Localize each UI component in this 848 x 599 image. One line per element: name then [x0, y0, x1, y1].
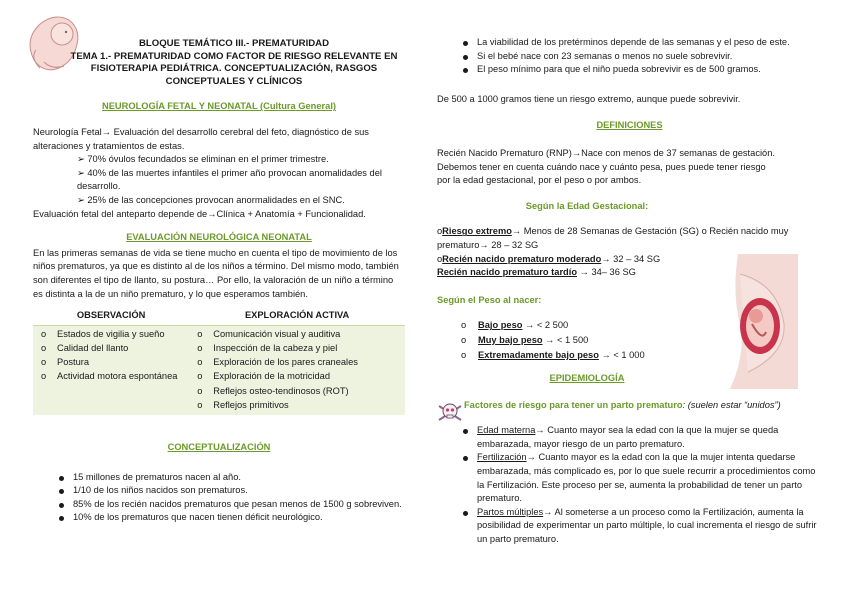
- peso-item: o Extremadamente bajo peso → < 1 000: [437, 348, 822, 363]
- peso-label: Bajo peso: [478, 320, 523, 331]
- exploracion-item: o Comunicación visual y auditiva: [189, 327, 405, 341]
- concept-item: 85% de los recién nacidos prematuros que pesan menos de 1500 g sobreviven.: [33, 498, 405, 512]
- factor-label: Fertilización: [477, 452, 527, 463]
- edad-label-3: Recién nacido prematuro tardío: [437, 267, 577, 278]
- edad-label-2: Recién nacido prematuro moderado: [442, 253, 602, 264]
- edad-text-2: → 32 – 34 SG: [601, 253, 661, 264]
- concept-list: [33, 471, 405, 525]
- title-line-3: FISIOTERAPIA PEDIÁTRICA. CONCEPTUALIZACIÓN, RASGOS: [90, 63, 378, 75]
- definiciones-heading: DEFINICIONES: [596, 120, 663, 131]
- neuro-list: [33, 153, 405, 207]
- observacion-cell: [33, 325, 189, 415]
- definiciones-body: Recién Nacido Prematuro (RNP)→Nace con menos de 37 semanas de gestación. Debemos tener en cuenta cuándo nace y cuánto pesa, pues puede tener riesgo por la edad gestacional, por el peso o por ambos.: [437, 147, 775, 186]
- epidemio-heading: EPIDEMIOLOGÍA: [549, 373, 625, 384]
- factor-item: Edad materna→ Cuanto mayor sea la edad con la que la mujer se queda embarazada, mayor riesgo de un parto prematuro.: [437, 424, 822, 451]
- observacion-header: OBSERVACIÓN: [33, 307, 189, 325]
- factores-label: Factores de riesgo para tener un parto prematuro: [464, 399, 683, 410]
- neuro-item: ➢ 40% de las muertes infantiles el primer año provocan anomalidades del desarrollo.: [77, 167, 382, 192]
- factores-list: [437, 424, 822, 546]
- neuro-heading: NEUROLOGÍA FETAL Y NEONATAL (Cultura General): [102, 101, 336, 112]
- viability-item: La viabilidad de los pretérminos depende de las semanas y el peso de este.: [437, 36, 822, 50]
- edad-text-1: → Menos de 28 Semanas de Gestación (SG) o Recién nacido muy prematuro→ 28 – 32 SG: [437, 226, 789, 250]
- viability-item: Si el bebé nace con 23 semanas o menos no suele sobrevivir.: [437, 50, 822, 64]
- neuro-item: ➢ 70% óvulos fecundados se eliminan en el primer trimestre.: [77, 154, 329, 165]
- factores-line: [437, 399, 822, 413]
- skull-icon: [436, 400, 464, 426]
- edad-label-1: Riesgo extremo: [442, 226, 512, 237]
- edad-block: oRiesgo extremo→ Menos de 28 Semanas de Gestación (SG) o Recién nacido muy prematuro→ 28 – 32 SG oRecién nacido prematuro moderado→ 32 – 34 SG Recién nacido prematuro tardío → 34– 36 SG: [437, 226, 789, 278]
- exploracion-header: EXPLORACIÓN ACTIVA: [189, 307, 405, 325]
- neuro-closing: Evaluación fetal del anteparto depende de→Clínica + Anatomía + Funcionalidad.: [33, 208, 366, 219]
- factor-item: Fertilización→ Cuanto mayor es la edad con la que la mujer intenta quedarse embarazada, más complicado es, por lo que suele recurrir a procedimientos como la Fertilización. Este proceso per se, aumenta la probabilidad de tener un parto prematuro.: [437, 451, 822, 505]
- exploracion-item: o Exploración de los pares craneales: [189, 355, 405, 369]
- left-column: [33, 0, 405, 525]
- observacion-item: o Calidad del llanto: [33, 341, 189, 355]
- factor-label: Partos múltiples: [477, 506, 544, 517]
- neuro-intro: Neurología Fetal→ Evaluación del desarrollo cerebral del feto, diagnóstico de sus alteraciones y tratamientos de estas.: [33, 126, 369, 151]
- exploracion-item: o Reflejos osteo-tendinosos (ROT): [189, 384, 405, 398]
- viability-note: De 500 a 1000 gramos tiene un riesgo extremo, aunque puede sobrevivir.: [437, 93, 741, 104]
- factor-label: Edad materna: [477, 425, 536, 436]
- concept-item: 10% de los prematuros que nacen tienen déficit neurológico.: [33, 511, 405, 525]
- edad-text-3: → 34– 36 SG: [577, 267, 636, 278]
- eval-body: En las primeras semanas de vida se tiene mucho en cuenta el tipo de movimiento de los niños prematuros, ya que es distinto al de los niños a término. Del mismo modo, también son diferentes el tipo de llanto, su postura… Por ello, la valoración de un niño a término es distinta a la de un niño prematuro, y lo que esperamos también.: [33, 247, 399, 299]
- concept-item: 1/10 de los niños nacidos son prematuros.: [33, 484, 405, 498]
- peso-item: o Muy bajo peso → < 1 500: [437, 333, 822, 348]
- viability-list: [437, 36, 822, 77]
- pregnancy-illustration: [718, 254, 798, 389]
- title-line-1: BLOQUE TEMÁTICO III.- PREMATURIDAD: [138, 38, 330, 49]
- peso-label: Extremadamente bajo peso: [478, 349, 599, 360]
- exploracion-cell: [189, 325, 405, 415]
- neuro-item: ➢ 25% de las concepciones provocan anormalidades en el SNC.: [77, 194, 345, 205]
- eval-heading: EVALUACIÓN NEUROLÓGICA NEONATAL: [126, 232, 312, 243]
- observacion-item: o Postura: [33, 355, 189, 369]
- title-line-4: CONCEPTUALES Y CLÍNICOS: [165, 75, 303, 87]
- exploracion-item: o Reflejos primitivos: [189, 398, 405, 412]
- peso-item: o Bajo peso → < 2 500: [437, 318, 822, 333]
- viability-item: El peso mínimo para que el niño pueda sobrevivir es de 500 gramos.: [437, 63, 822, 77]
- title-line-2: TEMA 1.- PREMATURIDAD COMO FACTOR DE RIESGO RELEVANTE EN: [70, 50, 398, 62]
- edad-heading: Según la Edad Gestacional:: [525, 200, 649, 211]
- peso-label: Muy bajo peso: [478, 334, 543, 345]
- exploracion-item: o Exploración de la motricidad: [189, 369, 405, 383]
- concept-item: 15 millones de prematuros nacen al año.: [33, 471, 405, 485]
- factor-item: Partos múltiples→ Al someterse a un proceso como la Fertilización, aumenta la posibilidad de experimentar un parto múltiple, lo cual incrementa el riesgo de sufrir un parto prematuro.: [437, 506, 822, 547]
- observation-table: [33, 307, 405, 415]
- factores-note: : (suelen estar “unidos”): [682, 399, 781, 410]
- observacion-item: o Actividad motora espontánea: [33, 369, 189, 383]
- concept-heading: CONCEPTUALIZACIÓN: [167, 441, 271, 452]
- observacion-item: o Estados de vigilia y sueño: [33, 327, 189, 341]
- peso-heading: Según el Peso al nacer:: [437, 294, 542, 305]
- document-title: [33, 38, 405, 88]
- exploracion-item: o Inspección de la cabeza y piel: [189, 341, 405, 355]
